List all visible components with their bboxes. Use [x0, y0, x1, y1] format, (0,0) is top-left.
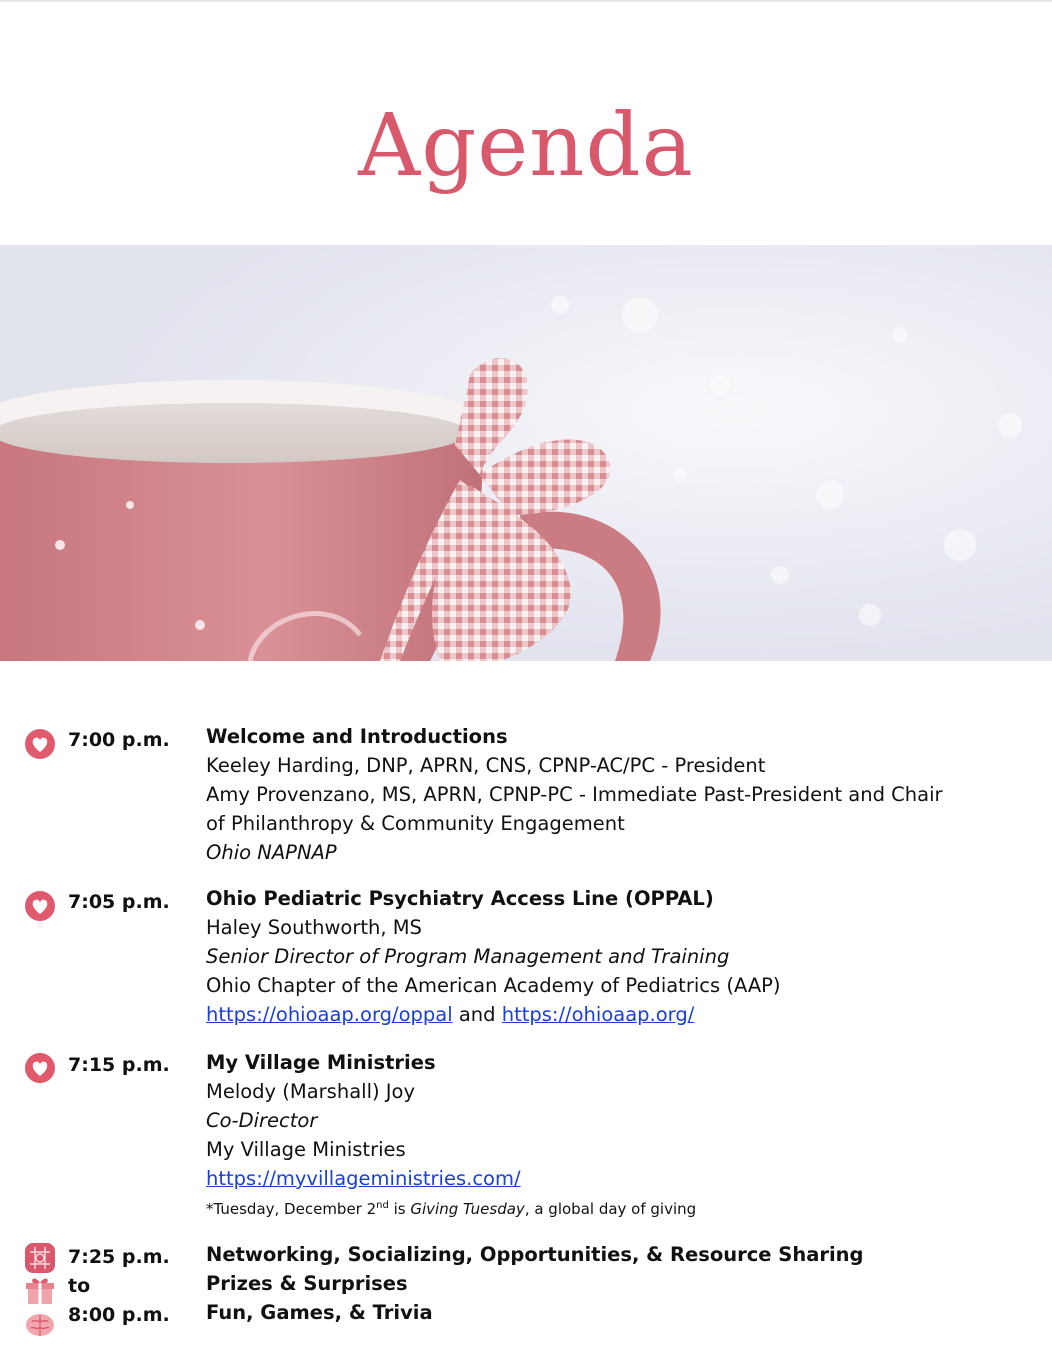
giving-tuesday-note: [206, 1195, 1006, 1220]
speaker-line: Keeley Harding, DNP, APRN, CNS, CPNP-AC/PC - President: [206, 754, 766, 777]
note-sup: nd: [376, 1200, 389, 1211]
speaker-name: Haley Southworth, MS: [206, 916, 422, 939]
note-prefix: *Tuesday, December 2: [206, 1200, 377, 1218]
ohioaap-link[interactable]: https://ohioaap.org/: [501, 1003, 695, 1026]
activity-line: Fun, Games, & Trivia: [206, 1301, 433, 1324]
hero-image: [0, 245, 1052, 661]
organization: Ohio Chapter of the American Academy of Pediatrics (AAP): [206, 974, 781, 997]
organization: My Village Ministries: [206, 1138, 406, 1161]
agenda-time: 7:25 p.m. to 8:00 p.m.: [68, 1246, 170, 1326]
heart-icon: [24, 1052, 56, 1084]
note-italic: Giving Tuesday: [410, 1200, 525, 1218]
note-suffix: , a global day of giving: [524, 1200, 697, 1218]
agenda-heading: Ohio Pediatric Psychiatry Access Line (OPPAL): [206, 887, 714, 910]
network-icon: [24, 1242, 56, 1274]
activity-line: Prizes & Surprises: [206, 1272, 408, 1295]
organization: Ohio NAPNAP: [206, 841, 337, 864]
mug-illustration: [0, 245, 1052, 661]
note-mid: is: [388, 1200, 411, 1218]
agenda-details: [206, 1048, 1006, 1220]
top-rule: [0, 0, 1052, 2]
speaker-role: Senior Director of Program Management and Training: [206, 945, 730, 968]
links-line: [206, 1000, 1006, 1029]
my-village-link[interactable]: https://myvillageministries.com/: [206, 1167, 521, 1190]
heart-icon: [24, 728, 56, 760]
heart-icon: [24, 890, 56, 922]
oppal-link[interactable]: https://ohioaap.org/oppal: [206, 1003, 453, 1026]
speaker-line: of Philanthropy & Community Engagement: [206, 812, 625, 835]
agenda-time: 7:00 p.m.: [68, 729, 170, 751]
speaker-role: Co-Director: [206, 1109, 318, 1132]
brain-icon: [24, 1308, 56, 1340]
page-title: Agenda: [358, 96, 694, 196]
agenda-time: 7:05 p.m.: [68, 891, 170, 913]
link-joiner: and: [452, 1003, 502, 1026]
activity-line: Networking, Socializing, Opportunities, & Resource Sharing: [206, 1243, 864, 1266]
gift-icon: [24, 1274, 56, 1306]
speaker-line: Amy Provenzano, MS, APRN, CPNP-PC - Immediate Past-President and Chair: [206, 783, 943, 806]
speaker-name: Melody (Marshall) Joy: [206, 1080, 416, 1103]
agenda-details: [206, 1240, 1006, 1327]
agenda-details: [206, 884, 1006, 1029]
agenda-details: [206, 722, 1006, 867]
agenda-heading: My Village Ministries: [206, 1051, 436, 1074]
agenda-time: 7:15 p.m.: [68, 1054, 170, 1076]
agenda-heading: Welcome and Introductions: [206, 725, 508, 748]
